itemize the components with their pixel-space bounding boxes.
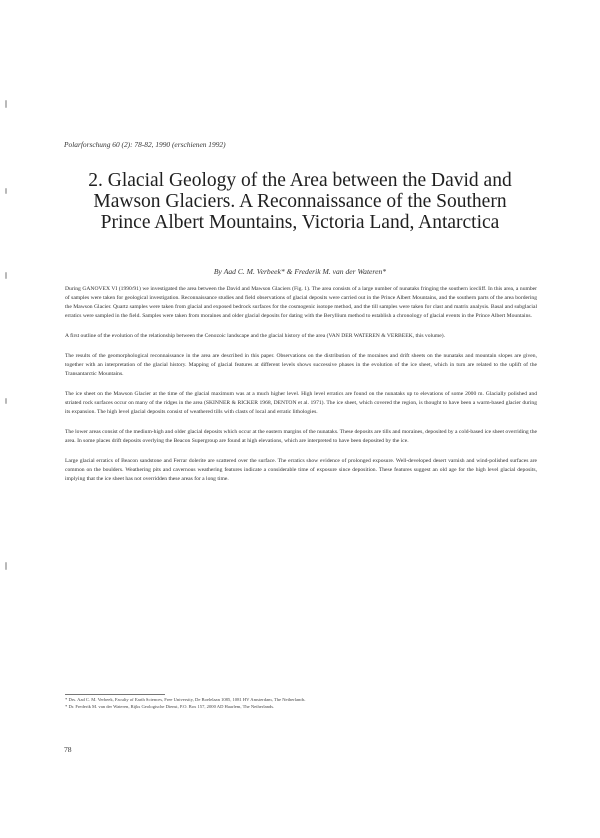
page-edge-mark xyxy=(5,562,7,570)
footnote-divider xyxy=(65,694,165,695)
body-paragraph: The lower areas consist of the medium-high and older glacial deposits which occur at the eastern margins of the nunataks. These deposits are tills and moraines, deposited by a cold-based ice sheet overriding the area. In some places drift deposits overlying the Beacon Supergroup are found at high elevations, which are interpreted to have been deposited by the ice. xyxy=(65,429,537,444)
page-number: 78 xyxy=(64,745,72,754)
body-paragraph: The results of the geomorphological reconnaissance in the area are described in this paper. Observations on the distribution of the moraines and drift sheets on the nunataks and mountain slopes are given, together with an interpretation of the glacial history. Mapping of glacial features at different levels shows successive phases in the evolution of the ice sheet, which in turn are related to the uplift of the Transantarctic Mountains. xyxy=(65,353,537,377)
page-edge-mark xyxy=(5,272,7,279)
body-paragraph: During GANOVEX VI (1990/91) we investigated the area between the David and Mawson Glaciers (Fig. 1). The area consists of a large number of nunataks fringing the southern icecliff. In this area, a number of samples were taken for geological investigation. Reconnaissance studies and field observations of glacial deposits were carried out in the Prince Albert Mountains, and the southern parts of the area bordering the Mawson Glacier. Quartz samples were taken from glacial and exposed bedrock surfaces for the cosmogenic isotope method, and the till samples were taken for clast and matrix analysis. Basal and subglacial erratics were sampled in the field. Samples were taken from moraines and older glacial deposits for dating with the Beryllium method to establish a chronology of glacial events in the Prince Albert Mountains. xyxy=(65,286,537,319)
footnote: * Drs. Aad C. M. Verbeek, Faculty of Earth Sciences, Free University, De Boelelaan 1085, 1081 HV Amsterdam, The Netherlands. xyxy=(65,697,306,702)
page-edge-mark xyxy=(5,100,7,108)
article-body xyxy=(65,285,537,495)
body-paragraph: A first outline of the evolution of the relationship between the Cenozoic landscape and the glacial history of the area (VAN DER WATEREN & VERBEEK, this volume). xyxy=(65,333,445,339)
journal-citation: Polarforschung 60 (2): 78-82, 1990 (erschienen 1992) xyxy=(64,140,226,149)
article-authors: By Aad C. M. Verbeek* & Frederik M. van der Wateren* xyxy=(213,267,387,276)
body-paragraph: The ice sheet on the Mawson Glacier at the time of the glacial maximum was at a much higher level. High level erratics are found on the nunataks up to elevations of some 2000 m. Glacially polished and striated rock surfaces occur on many of the ridges in the area (SKINNER & RICKER 1968, DENTON et al. 1971). The ice sheet, which covered the region, is thought to have been a warm-based glacier during its expansion. The high level glacial deposits consist of weathered tills with clasts of local and erratic lithologies. xyxy=(65,391,537,415)
footnote: * Dr. Frederik M. van der Wateren, Rijks Geologische Dienst, P.O. Box 157, 2000 AD Haarlem, The Netherlands. xyxy=(65,704,275,709)
body-paragraph: Large glacial erratics of Beacon sandstone and Ferrar dolerite are scattered over the surface. The erratics show evidence of prolonged exposure. Well-developed desert varnish and wind-polished surfaces are common on the boulders. Weathering pits and cavernous weathering features indicate a considerable time of exposure since deposition. These features suggest an old age for the high level glacial deposits, implying that the ice sheet has not overridden these areas for a long time. xyxy=(65,458,537,482)
page-edge-mark xyxy=(5,188,7,194)
page-edge-mark xyxy=(5,398,7,404)
footnotes xyxy=(65,697,537,711)
article-title: 2. Glacial Geology of the Area between the David and Mawson Glaciers. A Reconnaissance of the Southern Prince Albert Mountains, Victoria Land, Antarctica xyxy=(88,170,512,233)
